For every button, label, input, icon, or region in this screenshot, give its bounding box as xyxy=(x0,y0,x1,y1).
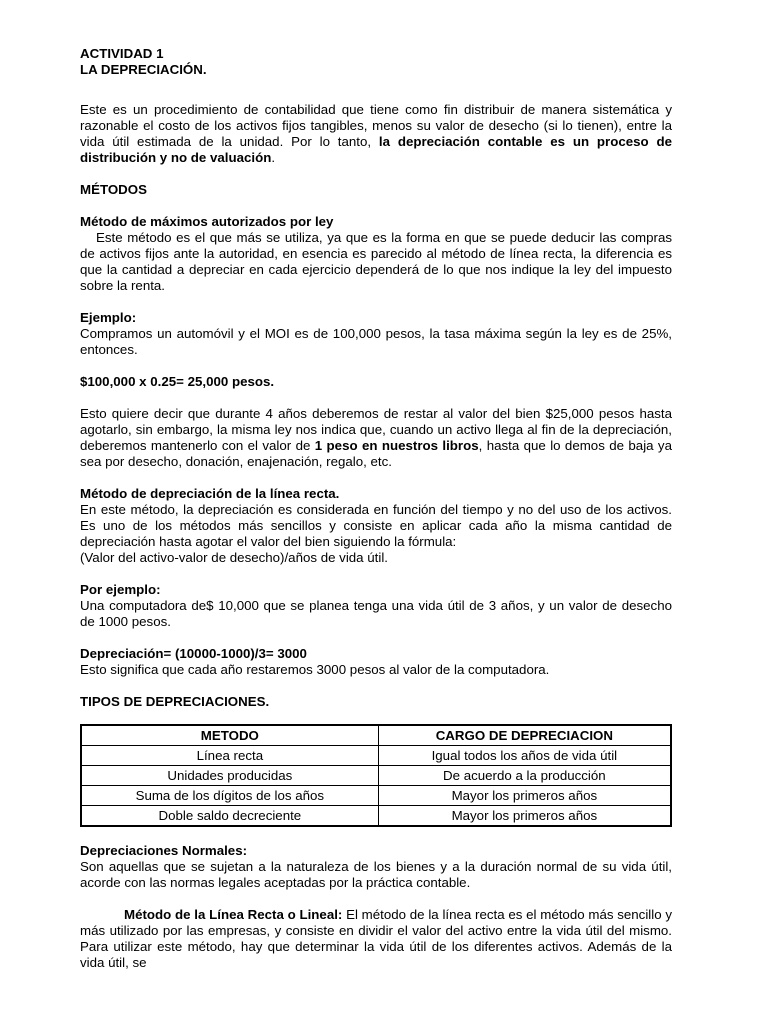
tipos-table xyxy=(80,724,672,827)
depreciacion-result: Esto significa que cada año restaremos 3000 pesos al valor de la computadora. xyxy=(80,662,550,677)
table-header-metodo: METODO xyxy=(81,725,378,746)
table-cell: Línea recta xyxy=(81,746,378,766)
table-cell: De acuerdo a la producción xyxy=(378,766,671,786)
intro-bold-text: la depreciación contable es un proceso de distribución y no de valuación xyxy=(80,134,672,165)
linea-recta-paragraph: En este método, la depreciación es considerada en función del tiempo y no del uso de los activos. Es uno de los métodos más sencillos y consiste en aplicar cada año la misma cantidad de depreciación hasta agotar el valor del bien siguiendo la fórmula: xyxy=(80,502,672,549)
table-cell: Igual todos los años de vida útil xyxy=(378,746,671,766)
lineal-title: Método de la Línea Recta o Lineal: xyxy=(124,907,343,922)
ejemplo-title: Ejemplo: xyxy=(80,310,137,325)
maximos-paragraph: Este método es el que más se utiliza, ya que es la forma en que se puede deducir las compras de activos fijos ante la autoridad, en esencia es parecido al método de línea recta, la diferencia es que la cantidad a depreciar en cada ejercicio dependerá de lo que nos indique la ley del impuesto sobre la renta. xyxy=(80,230,672,293)
table-cell: Mayor los primeros años xyxy=(378,806,671,827)
table-cell: Mayor los primeros años xyxy=(378,786,671,806)
table-cell: Doble saldo decreciente xyxy=(81,806,378,827)
metodos-heading: MÉTODOS xyxy=(80,182,147,197)
linea-recta-title: Método de depreciación de la línea recta. xyxy=(80,486,340,501)
intro-paragraph xyxy=(80,102,672,166)
table-cell: Unidades producidas xyxy=(81,766,378,786)
topic-title: LA DEPRECIACIÓN. xyxy=(80,62,207,77)
table-row xyxy=(81,786,671,806)
por-ejemplo-title: Por ejemplo: xyxy=(80,582,161,597)
table-header-row xyxy=(81,725,671,746)
table-row xyxy=(81,766,671,786)
ejemplo-formula: $100,000 x 0.25= 25,000 pesos. xyxy=(80,374,275,389)
explanation-bold: 1 peso en nuestros libros xyxy=(314,438,479,453)
table-row xyxy=(81,806,671,827)
depreciacion-formula: Depreciación= (10000-1000)/3= 3000 xyxy=(80,646,307,661)
normales-paragraph: Son aquellas que se sujetan a la naturaleza de los bienes y a la duración normal de su vida útil, acorde con las normas legales aceptadas por la práctica contable. xyxy=(80,859,672,890)
intro-end: . xyxy=(271,150,276,165)
por-ejemplo-paragraph: Una computadora de$ 10,000 que se planea tenga una vida útil de 3 años, y un valor de desecho de 1000 pesos. xyxy=(80,598,672,629)
table-row xyxy=(81,746,671,766)
table-header-cargo: CARGO DE DEPRECIACION xyxy=(378,725,671,746)
activity-title: ACTIVIDAD 1 xyxy=(80,46,164,61)
ejemplo-explanation xyxy=(80,406,672,470)
table-cell: Suma de los dígitos de los años xyxy=(81,786,378,806)
lineal-text: El método de la línea recta es el método más sencillo y más utilizado por las empresas, y consiste en dividir el valor del activo entre la vida útil del mismo. Para utilizar este método, hay que determinar la vida útil de los diferentes activos. Además de la vida útil, se xyxy=(80,907,672,970)
explanation-text-b: , hasta que lo demos de baja ya sea por desecho, donación, enajenación, regalo, etc. xyxy=(80,438,672,469)
tipos-heading: TIPOS DE DEPRECIACIONES. xyxy=(80,694,270,709)
linea-recta-formula: (Valor del activo-valor de desecho)/años de vida útil. xyxy=(80,550,388,565)
intro-text: Este es un procedimiento de contabilidad que tiene como fin distribuir de manera sistemática y razonable el costo de los activos fijos tangibles, menos su valor de desecho (si lo tienen), entre la vida útil estimada de la unidad. Por lo tanto, xyxy=(80,102,672,149)
explanation-text-a: Esto quiere decir que durante 4 años deberemos de restar al valor del bien $25,000 pesos hasta agotarlo, sin embargo, la misma ley nos indica que, cuando un activo llega al fin de la depreciación, deberemos mantenerlo con el valor de xyxy=(80,406,672,453)
ejemplo-paragraph: Compramos un automóvil y el MOI es de 100,000 pesos, la tasa máxima según la ley es de 25%, entonces. xyxy=(80,326,672,357)
maximos-title: Método de máximos autorizados por ley xyxy=(80,214,334,229)
lineal-paragraph xyxy=(80,907,672,971)
normales-title: Depreciaciones Normales: xyxy=(80,843,248,858)
